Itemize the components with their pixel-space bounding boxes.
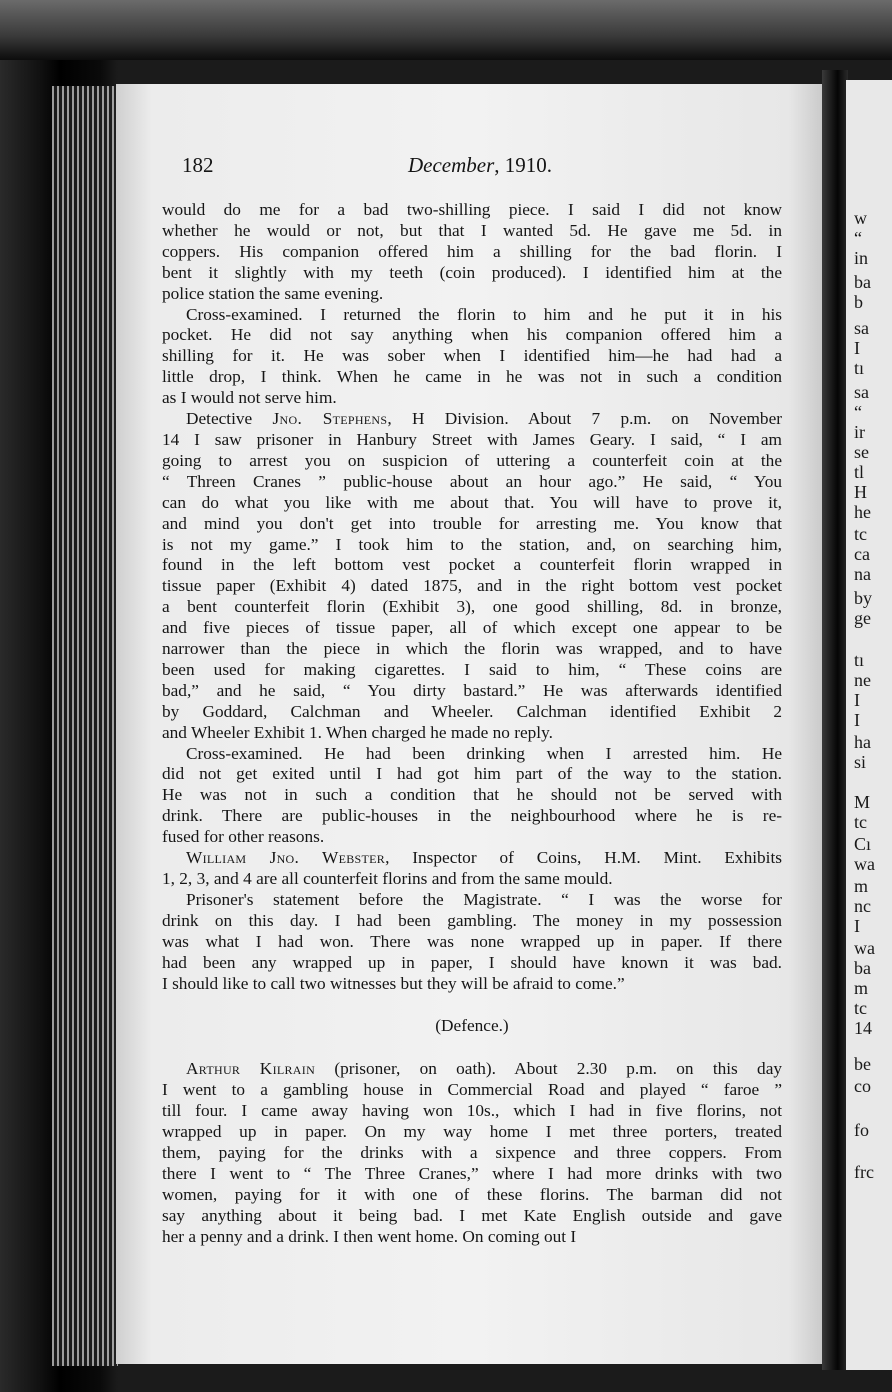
text-line (162, 1227, 782, 1248)
next-page-text: m (854, 978, 869, 998)
next-page-text: wa (854, 854, 875, 874)
next-page-text: tı (854, 358, 865, 378)
next-page-text: I (854, 916, 860, 936)
next-page-text: tl (854, 462, 865, 482)
text-line (162, 325, 782, 346)
running-title-month: December (408, 153, 495, 177)
text-line (162, 346, 782, 367)
next-page-text: “ (854, 402, 862, 422)
line-text: and five pieces of tissue paper, all of which except one appear to be (162, 618, 782, 638)
next-page-text: co (854, 1076, 871, 1096)
text-line (162, 764, 782, 785)
text-line (162, 388, 782, 409)
text-line (162, 472, 782, 493)
next-page-text: sa (854, 382, 869, 402)
next-page-text: ne (854, 670, 871, 690)
line-text: I should like to call two witnesses but they will be afraid to come.” (162, 973, 625, 993)
text-line (162, 200, 782, 221)
text-line (162, 367, 782, 388)
book-page-edges (52, 86, 118, 1366)
next-page-text: b (854, 292, 863, 312)
line-text: I went to a gambling house in Commercial Road and played “ faroe ” (162, 1080, 782, 1100)
line-text: been used for making cigarettes. I said to him, “ These coins are (162, 659, 782, 679)
speaker-name: Jno. Stephens (272, 409, 388, 429)
line-text: tissue paper (Exhibit 4) dated 1875, and in the right bottom vest pocket (162, 576, 782, 596)
paragraph (162, 890, 782, 995)
next-page-text: nc (854, 896, 871, 916)
next-page-text: fo (854, 1120, 869, 1140)
text-line (162, 702, 782, 723)
text-line (162, 535, 782, 556)
lead-text: Detective (186, 409, 273, 429)
text-line (162, 284, 782, 305)
line-text: “ Threen Cranes ” public-house about an hour ago.” He said, “ You (162, 471, 782, 491)
paragraph (162, 1059, 782, 1247)
text-line (162, 576, 782, 597)
text-line (162, 263, 782, 284)
line-text: women, paying for it with one of these florins. The barman did not (162, 1184, 782, 1204)
next-page-text: in (854, 248, 869, 268)
document-body (162, 200, 782, 1248)
line-text: , H Division. About 7 p.m. on November (387, 409, 782, 429)
text-line (162, 681, 782, 702)
next-page-text: ca (854, 544, 870, 564)
line-text: and mind you don't get into trouble for arresting me. You know that (162, 513, 782, 533)
line-text: Cross-examined. I returned the florin to him and he put it in his (186, 304, 782, 324)
text-line (162, 869, 782, 890)
next-page-text: tc (854, 812, 867, 832)
text-line (162, 660, 782, 681)
section-heading: (Defence.) (435, 1016, 509, 1036)
next-page-text: se (854, 442, 869, 462)
next-page-text: I (854, 338, 860, 358)
text-line (162, 848, 782, 869)
line-text: was what I had won. There was none wrapped up in paper. If there (162, 931, 782, 951)
line-text: He was not in such a condition that he should not be served with (162, 785, 782, 805)
line-text: by Goddard, Calchman and Wheeler. Calchman identified Exhibit 2 (162, 701, 782, 721)
text-line (162, 1122, 782, 1143)
line-text: , Inspector of Coins, H.M. Mint. Exhibits (385, 848, 782, 868)
text-line (162, 890, 782, 911)
next-page-text: tı (854, 650, 865, 670)
next-page-text: tc (854, 524, 867, 544)
line-text: coppers. His companion offered him a shilling for the bad florin. I (162, 241, 782, 261)
text-line (162, 555, 782, 576)
line-text: fused for other reasons. (162, 827, 325, 847)
next-page-text: Cı (854, 834, 872, 854)
line-text: 14 I saw prisoner in Hanbury Street with James Geary. I said, “ I am (162, 429, 782, 449)
page-number: 182 (182, 153, 214, 177)
speaker-name: Arthur Kilrain (186, 1059, 316, 1079)
text-line (162, 744, 782, 765)
next-page-text: ge (854, 608, 871, 628)
line-text: drink. There are public-houses in the neighbourhood where he is re- (162, 806, 782, 826)
next-page-text: ba (854, 272, 871, 292)
text-line (162, 932, 782, 953)
text-line (162, 1101, 782, 1122)
line-text: wrapped up in paper. On my way home I met three porters, treated (162, 1122, 782, 1142)
text-line (162, 806, 782, 827)
text-line (162, 785, 782, 806)
next-page-text: na (854, 564, 871, 584)
line-text: did not get exited until I had got him part of the way to the station. (162, 764, 782, 784)
line-text: bent it slightly with my teeth (coin produced). I identified him at the (162, 262, 782, 282)
text-line (162, 597, 782, 618)
next-page-text: m (854, 876, 869, 896)
next-page-text: I (854, 710, 860, 730)
text-line (162, 827, 782, 848)
line-text: Cross-examined. He had been drinking when I arrested him. He (186, 743, 782, 763)
line-text: going to arrest you on suspicion of uttering a counterfeit coin at the (162, 450, 782, 470)
text-line (162, 974, 782, 995)
next-page-text: M (854, 792, 871, 812)
line-text: her a penny and a drink. I then went home. On coming out I (162, 1226, 577, 1246)
text-line (162, 1206, 782, 1227)
paragraph (162, 200, 782, 305)
line-text: and Wheeler Exhibit 1. When charged he made no reply. (162, 722, 553, 742)
paragraph (162, 409, 782, 744)
next-page-text: he (854, 502, 871, 522)
next-page-text: H (854, 482, 867, 502)
text-line (162, 493, 782, 514)
next-page-text: 14 (854, 1018, 872, 1038)
text-line (162, 1185, 782, 1206)
line-text: them, paying for the drinks with a sixpence and three coppers. From (162, 1142, 782, 1162)
text-line (162, 409, 782, 430)
paragraph (162, 305, 782, 410)
text-line (162, 1080, 782, 1101)
next-page-text: by (854, 588, 872, 608)
text-line (162, 639, 782, 660)
book-gutter (822, 70, 848, 1370)
line-text: bad,” and he said, “ You dirty bastard.” He was afterwards identified (162, 680, 782, 700)
text-line (162, 723, 782, 744)
line-text: narrower than the piece in which the florin was wrapped, and to have (162, 639, 782, 659)
line-text: 1, 2, 3, and 4 are all counterfeit florins and from the same mould. (162, 869, 613, 888)
line-text: till four. I came away having won 10s., which I had in five florins, not (162, 1101, 782, 1121)
text-line (162, 911, 782, 932)
text-line (162, 953, 782, 974)
line-text: drink on this day. I had been gambling. The money in my possession (162, 910, 782, 930)
page-header (178, 153, 778, 183)
speaker-name: William Jno. Webster (186, 848, 386, 868)
running-title-year: , 1910. (494, 153, 553, 177)
line-text: is not my game.” I took him to the station, and, on searching him, (162, 534, 782, 554)
next-page-fragment (846, 80, 892, 1370)
text-line (162, 221, 782, 242)
next-page-text: tc (854, 998, 867, 1018)
line-text: shilling for it. He was sober when I identified him—he had had a (162, 346, 782, 366)
text-line (162, 514, 782, 535)
line-text: whether he would or not, but that I wanted 5d. He gave me 5d. in (162, 220, 782, 240)
text-line (162, 305, 782, 326)
line-text: there I went to “ The Three Cranes,” where I had more drinks with two (162, 1163, 782, 1183)
line-text: a bent counterfeit florin (Exhibit 3), one good shilling, 8d. in bronze, (162, 597, 782, 617)
text-line (162, 618, 782, 639)
line-text: police station the same evening. (162, 283, 384, 303)
line-text: pocket. He did not say anything when his companion offered him a (162, 325, 782, 345)
line-text: (prisoner, on oath). About 2.30 p.m. on this day (315, 1059, 783, 1079)
text-line (162, 242, 782, 263)
line-text: say anything about it being bad. I met Kate English outside and gave (162, 1205, 782, 1225)
film-top-edge (0, 0, 892, 60)
line-text: as I would not serve him. (162, 388, 337, 408)
line-text: can do what you like with me about that. You will have to prove it, (162, 492, 782, 512)
next-page-text: ir (854, 422, 865, 442)
next-page-text: ba (854, 958, 871, 978)
next-page-text: sa (854, 318, 869, 338)
next-page-text: ha (854, 732, 871, 752)
line-text: found in the left bottom vest pocket a counterfeit florin wrapped in (162, 555, 782, 575)
next-page-text: “ (854, 228, 862, 248)
paragraph (162, 744, 782, 849)
text-line (162, 1164, 782, 1185)
text-line (162, 1143, 782, 1164)
next-page-text: frc (854, 1162, 874, 1182)
line-text: would do me for a bad two-shilling piece. I said I did not know (162, 200, 782, 219)
next-page-text: w (854, 208, 867, 228)
next-page-text: wa (854, 938, 875, 958)
line-text: had been any wrapped up in paper, I should have known it was bad. (162, 952, 782, 972)
text-line (162, 451, 782, 472)
paragraph (162, 848, 782, 890)
next-page-text: I (854, 690, 860, 710)
next-page-text: si (854, 752, 867, 772)
line-text: little drop, I think. When he came in he was not in such a condition (162, 367, 782, 387)
text-line (162, 430, 782, 451)
text-line (162, 1059, 782, 1080)
line-text: Prisoner's statement before the Magistrate. “ I was the worse for (186, 889, 782, 909)
next-page-text: be (854, 1054, 871, 1074)
running-title (408, 153, 552, 178)
